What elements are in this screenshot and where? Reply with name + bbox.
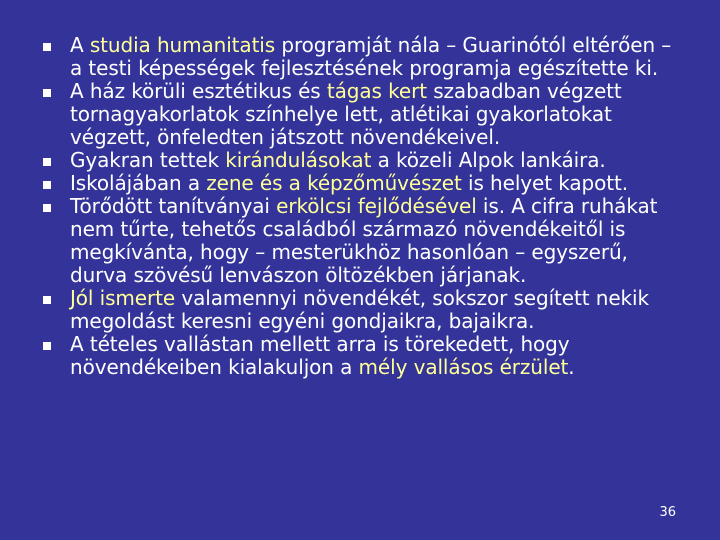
bullet-text: . [568, 355, 575, 379]
bullet-square-icon [43, 89, 51, 97]
bullet-item [36, 149, 686, 172]
bullet-item [36, 195, 686, 287]
bullet-text: A [70, 33, 90, 57]
bullet-text: A ház körüli esztétikus és [70, 79, 327, 103]
bullet-item [36, 333, 686, 379]
bullet-text: Iskolájában a [70, 171, 207, 195]
page-number: 36 [659, 505, 676, 520]
highlighted-phrase: tágas kert [326, 79, 427, 103]
highlighted-phrase: Jól ismerte [70, 286, 176, 310]
bullet-text: programját nála – Guarinótól eltérően – a testi képességek fejlesztésének programja egészítette ki. [70, 33, 672, 80]
highlighted-phrase: erkölcsi fejlődésével [276, 194, 477, 218]
bullet-text: A tételes vallástan mellett arra is törekedett, hogy növendékeiben kialakuljon a [70, 332, 570, 379]
bullet-text: is helyet kapott. [461, 171, 628, 195]
bullet-square-icon [43, 43, 51, 51]
bullet-square-icon [43, 296, 51, 304]
bullet-text: Gyakran tettek [70, 148, 226, 172]
bullet-text: is. A cifra ruhákat nem tűrte, tehetős családból származó növendékeitől is megkívánta, hogy – mesterükhöz hasonlóan – egyszerű, durva szövésű lenvászon öltözékben járjanak. [70, 194, 658, 287]
highlighted-phrase: zene és a képzőművészet [206, 171, 462, 195]
bullet-text: Törődött tanítványai [70, 194, 277, 218]
bullet-item [36, 34, 686, 80]
highlighted-phrase: studia humanitatis [89, 33, 276, 57]
bullet-square-icon [43, 204, 51, 212]
bullet-text: szabadban végzett tornagyakorlatok színhelye lett, atlétikai gyakorlatokat végzett, önfeledten játszott növendékeivel. [70, 79, 622, 149]
bullet-text: valamennyi növendékét, sokszor segített nekik megoldást keresni egyéni gondjaikra, bajaikra. [70, 286, 649, 333]
bullet-square-icon [43, 342, 51, 350]
bullet-square-icon [43, 181, 51, 189]
highlighted-phrase: mély vallásos érzület [358, 355, 569, 379]
bullet-text: a közeli Alpok lankáira. [371, 148, 606, 172]
bullet-item [36, 172, 686, 195]
highlighted-phrase: kirándulásokat [225, 148, 372, 172]
bullet-square-icon [43, 158, 51, 166]
bullet-item [36, 287, 686, 333]
bullet-item [36, 80, 686, 149]
bullet-list [36, 34, 686, 379]
